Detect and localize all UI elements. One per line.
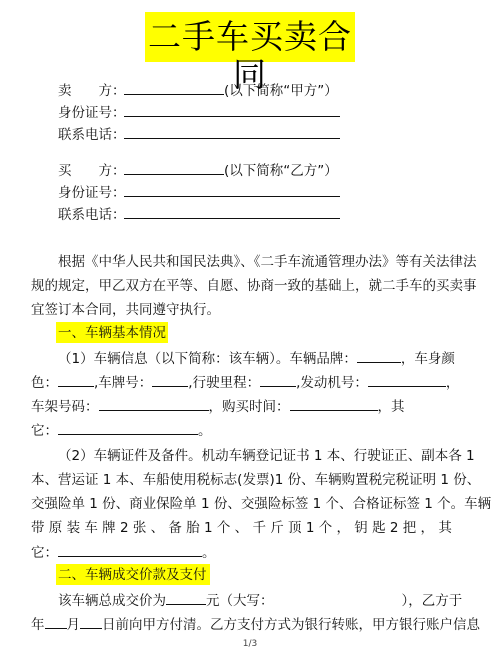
documents-line: 带 原 装 车 牌 2 张 、 备 胎 1 个 、 千 斤 顶 1 个 ， 钥 匙 2 把 ， 其 [31, 520, 452, 536]
purchase-time-blank[interactable] [290, 396, 378, 411]
vin-line [31, 396, 405, 417]
month-blank[interactable] [45, 614, 67, 629]
payer-label: ），乙方于 [401, 593, 463, 609]
intro-line: 宜签订本合同，共同遵守执行。 [31, 302, 220, 318]
period-text: 。 [198, 423, 212, 439]
price-words-label: 元（大写： [206, 593, 274, 609]
month-label: 月 [66, 617, 80, 633]
section1-heading: 一、车辆基本情况 [58, 325, 166, 341]
buyer-id-label: 身份证号： [58, 185, 126, 201]
color-blank[interactable] [58, 372, 94, 387]
other-label: ，其 [377, 399, 405, 415]
intro-line: 规的规定，甲乙双方在平等、自愿、协商一致的基础上，就二手车的买卖事 [31, 278, 477, 294]
day-label: 日前向甲方付清。乙方支付方式为银行转账，甲方银行账户信息 [102, 617, 480, 633]
buyer-line [58, 160, 338, 181]
documents-line: 本、营运证 1 本、车船使用税标志(发票)1 份、车辆购置税完税证明 1 份、 [31, 472, 481, 488]
color-label: 色： [31, 375, 58, 391]
vehicle-details-line [31, 372, 459, 393]
seller-label: 卖 方： [58, 83, 126, 99]
day-blank[interactable] [80, 614, 102, 629]
seller-id-line [58, 102, 340, 123]
price-label: 该车辆总成交价为 [58, 593, 166, 609]
buyer-name-blank[interactable] [124, 160, 224, 175]
vin-label: 车架号码： [31, 399, 99, 415]
other-blank[interactable] [58, 420, 198, 435]
buyer-phone-line [58, 204, 340, 225]
seller-phone-line [58, 124, 340, 145]
price-words-blank[interactable] [274, 590, 402, 605]
seller-suffix: (以下简称“甲方”） [224, 83, 338, 99]
brand-blank[interactable] [357, 348, 401, 363]
vehicle-info-text: （1）车辆信息（以下简称：该车辆）。车辆品牌： [58, 351, 357, 367]
buyer-id-blank[interactable] [124, 182, 340, 197]
document-title: 二手车买卖合同 [148, 17, 352, 94]
buyer-suffix: (以下简称“乙方”） [224, 163, 338, 179]
payment-date-line [31, 614, 480, 635]
page-number: 1/3 [242, 639, 258, 649]
documents-line: （2）车辆证件及备件。机动车辆登记证书 1 本、行驶证正、副本各 1 [58, 448, 475, 464]
vin-blank[interactable] [99, 396, 209, 411]
documents-other-line [31, 542, 216, 563]
other-label-2: 它： [31, 423, 58, 439]
seller-name-blank[interactable] [124, 80, 224, 95]
year-label: 年 [31, 617, 45, 633]
buyer-label: 买 方： [58, 163, 126, 179]
plate-blank[interactable] [152, 372, 188, 387]
vehicle-info-line [58, 348, 455, 369]
engine-blank[interactable] [368, 372, 446, 387]
documents-line: 交强险单 1 份、商业保险单 1 份、交强险标签 1 个、合格证标签 1 个。车辆 [31, 496, 492, 512]
documents-other-blank[interactable] [58, 542, 202, 557]
price-blank[interactable] [166, 590, 206, 605]
seller-line [58, 80, 338, 101]
buyer-id-line [58, 182, 340, 203]
period-text: 。 [202, 545, 216, 561]
comma-text: ， [445, 375, 460, 391]
seller-id-blank[interactable] [124, 102, 340, 117]
price-line [58, 590, 462, 611]
buyer-phone-label: 联系电话： [58, 207, 126, 223]
seller-id-label: 身份证号： [58, 105, 126, 121]
mileage-label: ,行驶里程： [188, 375, 261, 391]
other-line [31, 420, 212, 441]
body-color-label: ，车身颜 [400, 351, 455, 367]
plate-label: ,车牌号： [94, 375, 153, 391]
intro-line: 根据《中华人民共和国民法典》、《二手车流通管理办法》等有关法律法 [58, 254, 477, 270]
mileage-blank[interactable] [260, 372, 296, 387]
engine-label: ,发动机号： [296, 375, 368, 391]
seller-phone-label: 联系电话： [58, 127, 126, 143]
section2-heading: 二、车辆成交价款及支付 [58, 567, 207, 583]
buyer-phone-blank[interactable] [124, 204, 340, 219]
purchase-time-label: ，购买时间： [208, 399, 290, 415]
seller-phone-blank[interactable] [124, 124, 340, 139]
other-label-3: 它： [31, 545, 58, 561]
